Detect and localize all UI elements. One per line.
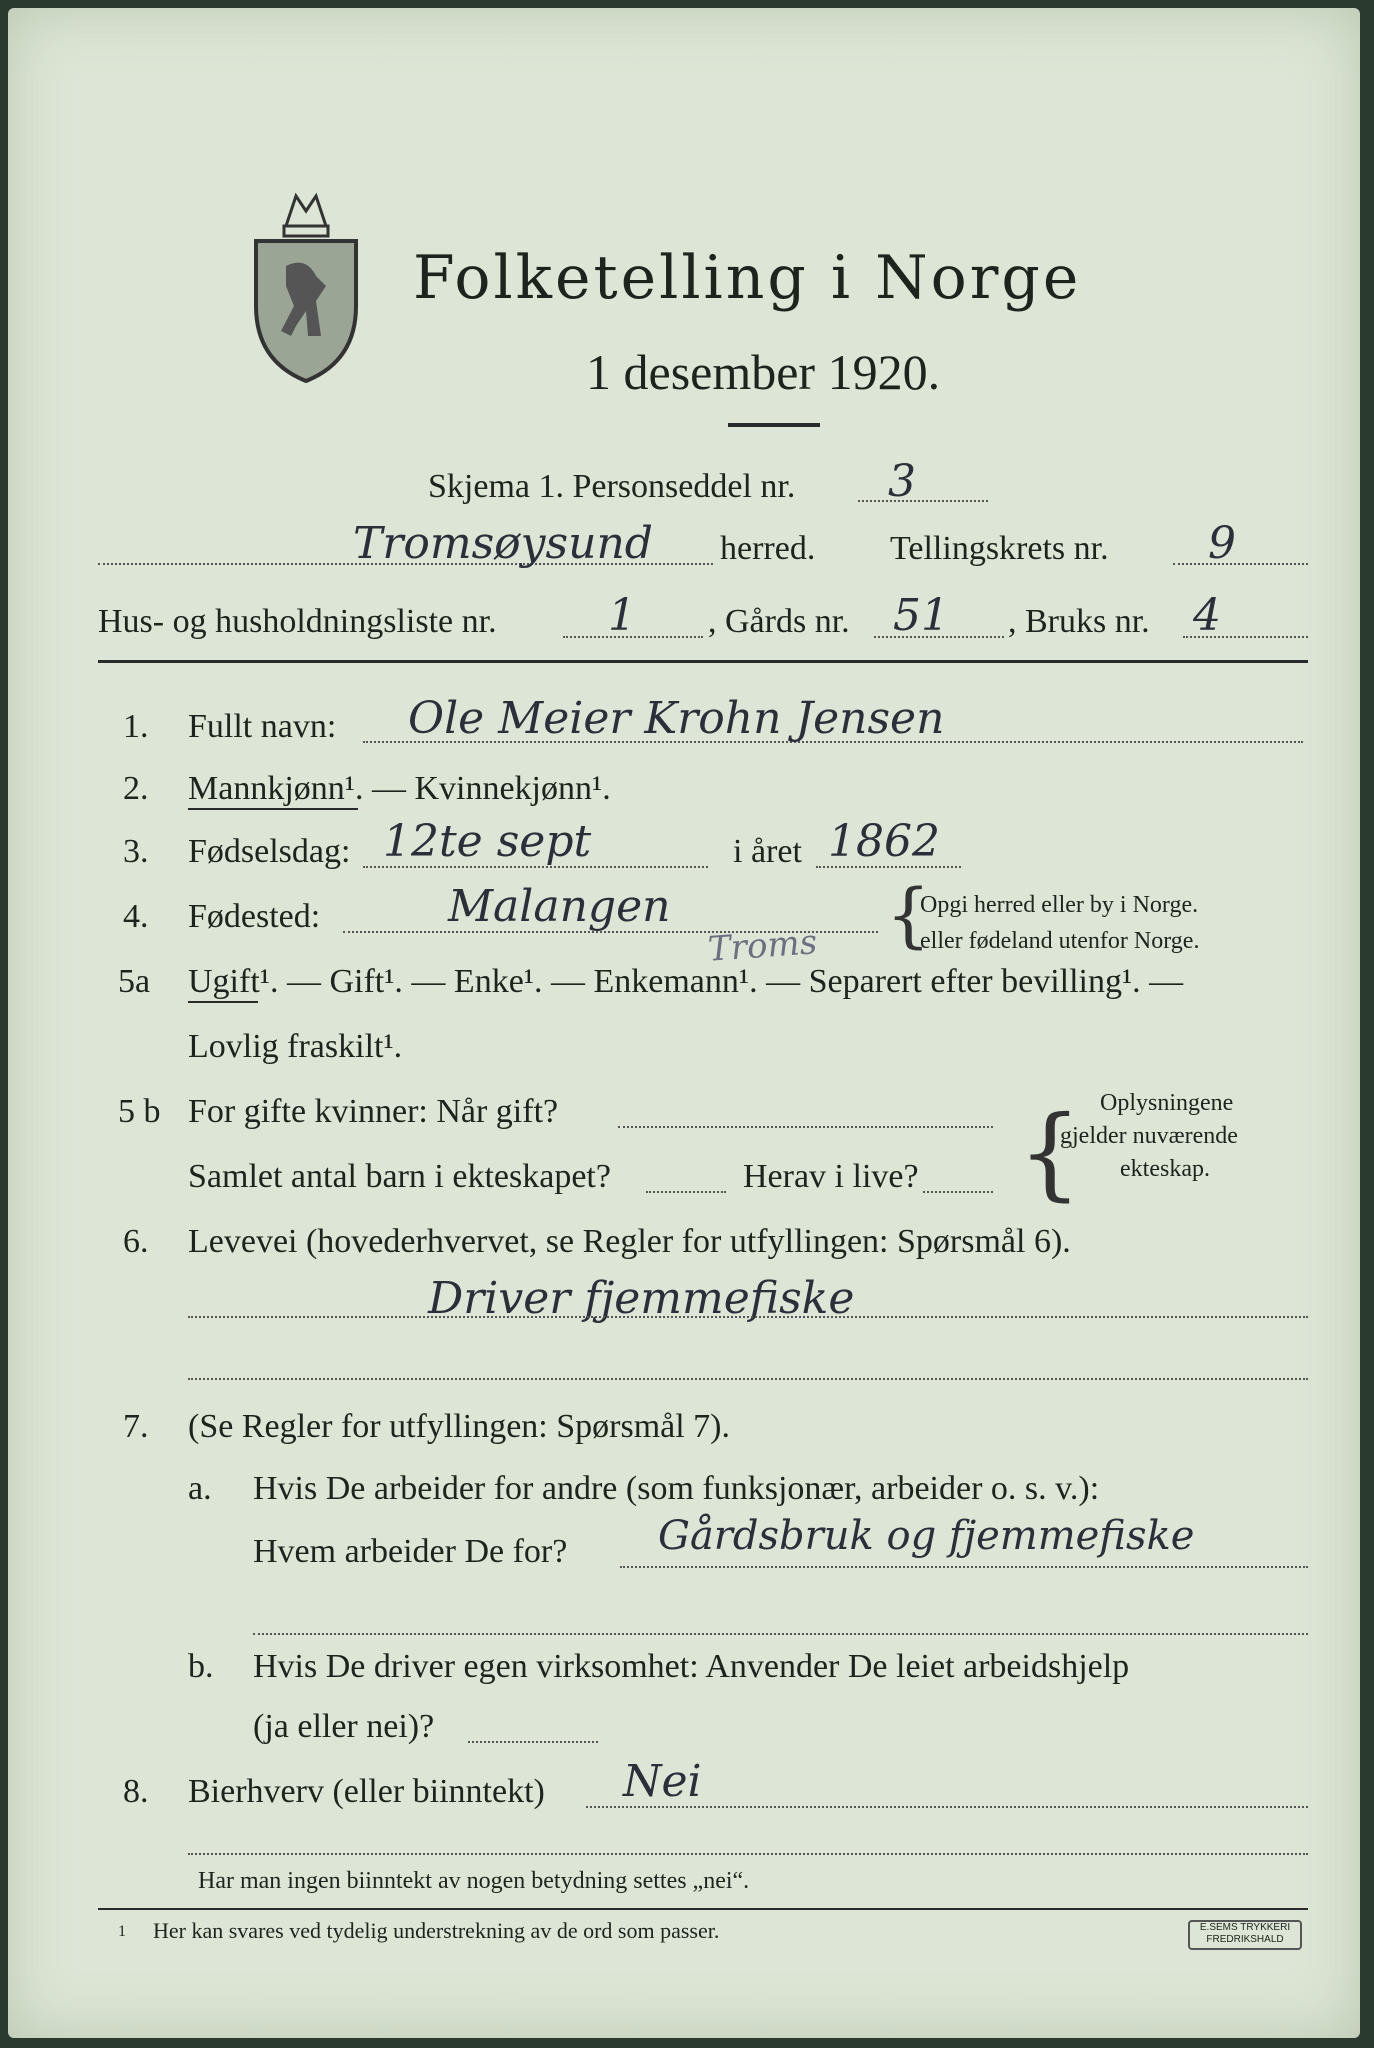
skjema-nr: 3 bbox=[888, 456, 916, 507]
q5a-underline bbox=[188, 1001, 258, 1003]
q7a-line bbox=[620, 1566, 1308, 1568]
q8-label: Bierhverv (eller biinntekt) bbox=[188, 1773, 545, 1810]
q5b-alive-label: Herav i live? bbox=[743, 1158, 919, 1195]
q4-number: 4. bbox=[123, 898, 149, 935]
tellingskrets-nr: 9 bbox=[1208, 518, 1236, 569]
q6-value: Driver fjemmefiske bbox=[428, 1273, 855, 1324]
q5b-brace: { bbox=[1018, 1094, 1082, 1211]
q5b-children-line bbox=[646, 1191, 726, 1193]
q8-number: 8. bbox=[123, 1773, 149, 1810]
printer-stamp: E.SEMS TRYKKERI FREDRIKSHALD bbox=[1188, 1920, 1302, 1950]
q5b-note-1: Oplysningene bbox=[1100, 1090, 1234, 1116]
form-title: Folketelling i Norge bbox=[413, 243, 1082, 313]
q7-number: 7. bbox=[123, 1408, 149, 1445]
skjema-label: Skjema 1. Personseddel nr. bbox=[428, 468, 796, 505]
q8-value: Nei bbox=[623, 1756, 702, 1807]
q7-text: (Se Regler for utfyllingen: Spørsmål 7). bbox=[188, 1408, 731, 1445]
tellingskrets-label: Tellingskrets nr. bbox=[890, 530, 1109, 567]
herred-label: herred. bbox=[720, 530, 816, 567]
q5a-text-2: Lovlig fraskilt¹. bbox=[188, 1028, 403, 1065]
bruks-nr: 4 bbox=[1193, 590, 1221, 641]
q2-text: Mannkjønn¹. — Kvinnekjønn¹. bbox=[188, 770, 611, 807]
q8-line-2 bbox=[188, 1853, 1308, 1855]
q4-note-2: eller fødeland utenfor Norge. bbox=[920, 928, 1200, 954]
q5b-note-3: ekteskap. bbox=[1120, 1156, 1210, 1182]
census-date: 1 desember 1920. bbox=[586, 344, 941, 400]
bruks-label: , Bruks nr. bbox=[1008, 603, 1150, 640]
q5a-number: 5a bbox=[118, 963, 151, 1000]
q3-year: 1862 bbox=[828, 816, 940, 867]
q4-brace: { bbox=[886, 874, 931, 956]
q2-number: 2. bbox=[123, 770, 149, 807]
skjema-line bbox=[858, 500, 988, 502]
q5b-note-2: gjelder nuværende bbox=[1060, 1123, 1238, 1149]
q5a-text: Ugift¹. — Gift¹. — Enke¹. — Enkemann¹. — Separert efter bevilling¹. — bbox=[188, 963, 1184, 1000]
footer-rule bbox=[98, 1908, 1308, 1910]
q7b-line bbox=[468, 1741, 598, 1743]
footnote-number: 1 bbox=[118, 1923, 126, 1940]
census-form-page bbox=[8, 8, 1360, 2038]
q7a-text: Hvis De arbeider for andre (som funksjonær, arbeider o. s. v.): bbox=[253, 1470, 1100, 1507]
footnote-text: Her kan svares ved tydelig understrekning av de ord som passer. bbox=[153, 1918, 720, 1943]
q7b-text: Hvis De driver egen virksomhet: Anvender De leiet arbeidshjelp bbox=[253, 1648, 1130, 1685]
q7a-value: Gårdsbruk og fjemmefiske bbox=[658, 1513, 1195, 1559]
q7b-number: b. bbox=[188, 1648, 214, 1685]
tellingskrets-line bbox=[1173, 563, 1308, 565]
q4-value-extra: Troms bbox=[706, 922, 819, 970]
q6-number: 6. bbox=[123, 1223, 149, 1260]
q2-underline bbox=[188, 808, 358, 810]
gards-nr: 51 bbox=[893, 590, 949, 641]
q1-number: 1. bbox=[123, 708, 149, 745]
herred-name: Tromsøysund bbox=[353, 518, 653, 569]
title-divider bbox=[728, 423, 820, 427]
q3-year-label: i året bbox=[733, 833, 802, 870]
header-rule bbox=[98, 660, 1308, 663]
q5b-when-line bbox=[618, 1126, 993, 1128]
q4-note-1: Opgi herred eller by i Norge. bbox=[920, 892, 1199, 918]
q3-label: Fødselsdag: bbox=[188, 833, 351, 870]
q4-label: Fødested: bbox=[188, 898, 321, 935]
husliste-nr: 1 bbox=[608, 590, 636, 641]
q5b-alive-line bbox=[923, 1191, 993, 1193]
q6-line-2 bbox=[188, 1378, 1308, 1380]
q6-line-1 bbox=[188, 1316, 1308, 1318]
gards-label: , Gårds nr. bbox=[708, 603, 850, 640]
q7a-number: a. bbox=[188, 1470, 212, 1507]
q5b-children-label: Samlet antal barn i ekteskapet? bbox=[188, 1158, 611, 1195]
q6-text: Levevei (hovederhvervet, se Regler for utfyllingen: Spørsmål 6). bbox=[188, 1223, 1071, 1260]
q7b-label: (ja eller nei)? bbox=[253, 1708, 435, 1745]
q3-number: 3. bbox=[123, 833, 149, 870]
q7a-label: Hvem arbeider De for? bbox=[253, 1533, 568, 1570]
q1-label: Fullt navn: bbox=[188, 708, 337, 745]
q5b-number: 5 b bbox=[118, 1093, 161, 1130]
q3-value: 12te sept bbox=[383, 816, 592, 867]
coat-of-arms-icon bbox=[246, 186, 366, 386]
q5b-label: For gifte kvinner: Når gift? bbox=[188, 1093, 559, 1130]
q1-value: Ole Meier Krohn Jensen bbox=[408, 693, 945, 744]
footer-note: Har man ingen biinntekt av nogen betydning settes „nei“. bbox=[198, 1868, 750, 1894]
husliste-label: Hus- og husholdningsliste nr. bbox=[98, 603, 497, 640]
q4-value: Malangen bbox=[448, 881, 671, 932]
q7a-line-2 bbox=[253, 1633, 1308, 1635]
